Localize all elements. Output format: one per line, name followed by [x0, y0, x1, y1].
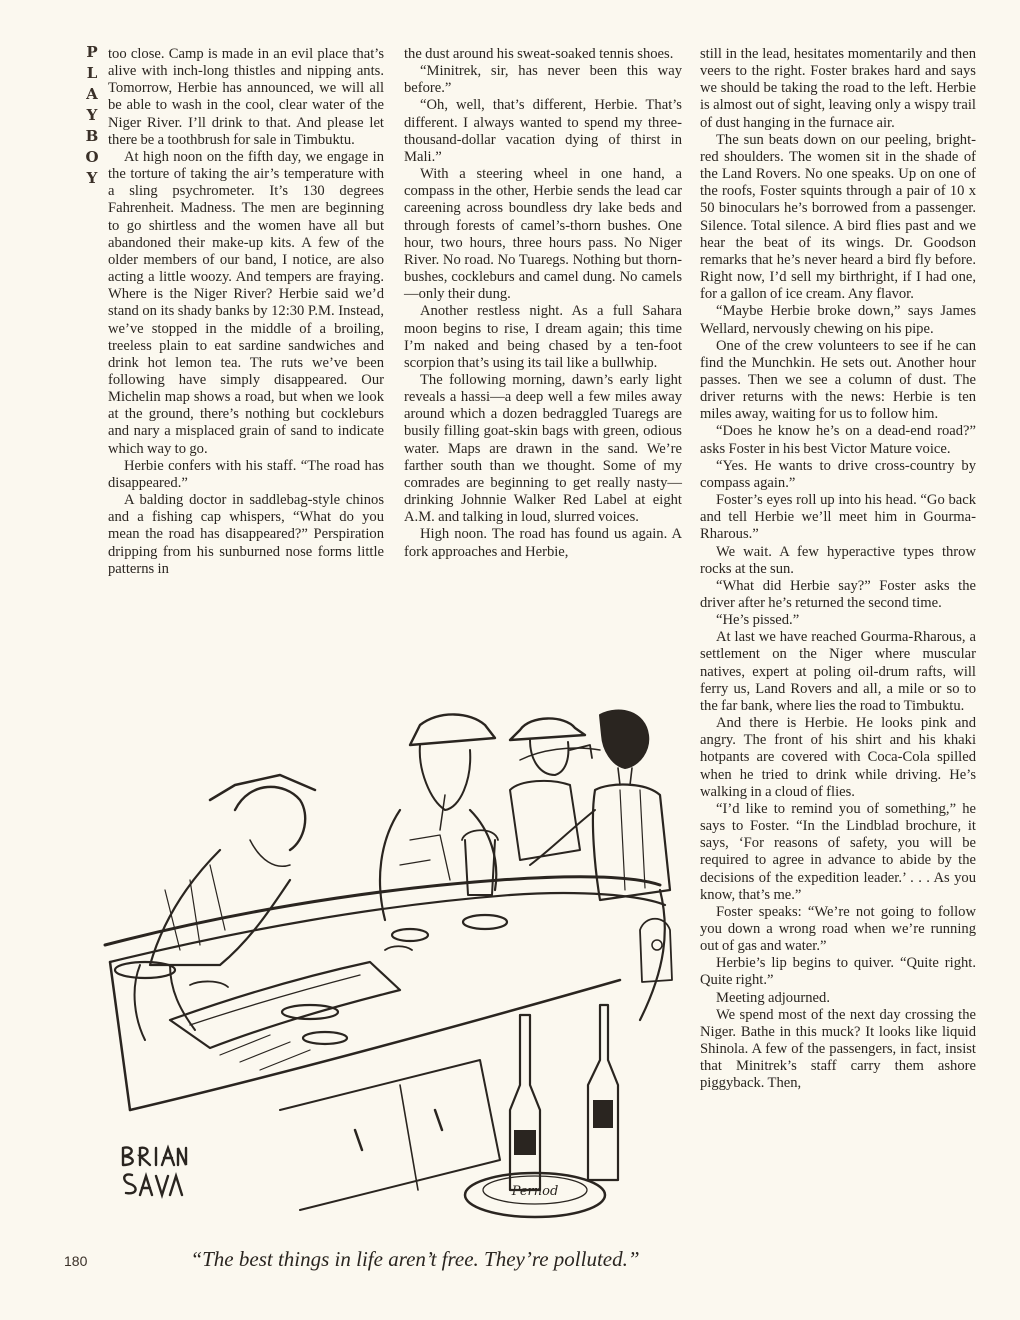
page-number: 180 — [64, 1253, 88, 1269]
paragraph: Foster speaks: “We’re not going to follow you down a wrong road when we’re running out of gas and water.” — [700, 903, 976, 955]
brand-letter: B — [85, 127, 99, 145]
paragraph: still in the lead, hesitates momentarily and then veers to the right. Foster brakes hard and says we should be taking the road to the left. Herbie is almost out of sight, leaving only a wispy trail of dust hanging in the furnace air. — [700, 46, 976, 131]
paragraph: We wait. A few hyperactive types throw rocks at the sun. — [700, 543, 976, 577]
paragraph: the dust around his sweat-soaked tennis shoes. — [404, 46, 674, 62]
paragraph: We spend most of the next day crossing the Niger. Bathe in this muck? It looks like liquid Shinola. A few of the passengers, in fact, insist that Minitrek’s staff carry them ashore piggyback. Then, — [700, 1006, 976, 1092]
paragraph: “Minitrek, sir, has never been this way before.” — [404, 63, 682, 97]
text-column-1 — [108, 46, 384, 578]
ashtray-label: Pernod — [511, 1184, 559, 1199]
text-column-3 — [700, 46, 976, 1093]
paragraph: Meeting adjourned. — [716, 989, 830, 1006]
text-column-2 — [404, 46, 682, 561]
cartoon-caption: “The best things in life aren’t free. They’re polluted.” — [190, 1247, 640, 1271]
brand-letter: Y — [86, 169, 98, 187]
paragraph: At high noon on the fifth day, we engage in the torture of taking the air’s temperature with a sling psychrometer. It’s 130 degrees Fahrenheit. Madness. The men are beginning to go shirtless and the women have all but abandoned their make-up kits. A few of the older members of our band, I notice, are also acting a little woozy. And tempers are fraying. Where is the Niger River? Herbie said we’d stand on its shady banks by 12:30 P.M. Instead, we’ve stopped in the middle of a broiling, treeless plain to eat sardine sandwiches and drink hot lemon tea. The ruts we’ve been following have simply disappeared. Our Michelin map shows a road, but when we look at the ground, there’s nothing but cockleburs and nary a misplaced grain of sand to indicate which way to go. — [108, 148, 384, 457]
brand-letter: A — [86, 85, 98, 103]
paragraph: “Maybe Herbie broke down,” says James Wellard, nervously chewing on his pipe. — [700, 303, 976, 337]
brand-letter: P — [86, 43, 98, 61]
paragraph: High noon. The road has found us again. A fork approaches and Herbie, — [404, 526, 682, 560]
artist-signature — [118, 1140, 188, 1200]
paragraph: Herbie confers with his staff. “The road has disappeared.” — [108, 457, 384, 491]
brand-letter: Y — [86, 106, 98, 124]
paragraph: Another restless night. As a full Sahara moon begins to rise, I dream again; this time I’m naked and being chased by a ten-foot scorpion that’s using its tail like a bullwhip. — [404, 303, 682, 371]
paragraph: With a steering wheel in one hand, a compass in the other, Herbie sends the lead car careening across boundless dry lake beds and through forests of camel’s-thorn bushes. One hour, two hours, three hours pass. No Niger River. No road. No Tuaregs. Nothing but thorn-bushes, cockleburs and camel dung. No camels—only their dung. — [404, 166, 682, 303]
paragraph: “He’s pissed.” — [716, 612, 800, 629]
paragraph: Foster’s eyes roll up into his head. “Go back and tell Herbie we’ll meet him in Gourma-Rharous.” — [700, 492, 976, 543]
paragraph: The sun beats down on our peeling, bright-red shoulders. The women sit in the shade of the Land Rovers. No one speaks. Up on one of the roofs, Foster squints through a pair of 10 x 50 binoculars he’s borrowed from a passenger. Silence. Total silence. A bird flies past and we hear the beat of its wings. Dr. Goodson remarks that he’s never heard a bird fly before. Right now, I’d sell my birthright, if I had one, for a gallon of ice cream. Any flavor. — [700, 131, 976, 303]
paragraph: And there is Herbie. He looks pink and angry. The front of his shirt and his khaki hotpants are covered with Coca-Cola spilled when he tried to drink while driving. He’s walking in a cloud of flies. — [700, 715, 976, 800]
paragraph: “I’d like to remind you of something,” he says to Foster. “In the Lindblad brochure, it says, ‘For reasons of safety, you will be required to agree in advance to abide by the decisions of the expedition leader.’ . . . As you know, that’s me.” — [700, 800, 976, 903]
paragraph: too close. Camp is made in an evil place that’s alive with inch-long thistles and nipping ants. Tomorrow, Herbie has announced, we will all be able to wash in the cool, clear water of the Niger River. I’ll drink to that. And please let there be a toothbrush for sale in Timbuktu. — [108, 46, 384, 148]
paragraph: “Oh, well, that’s different, Herbie. That’s different. I always wanted to spend my three-thousand-dollar vacation dying of thirst in Mali.” — [404, 97, 682, 165]
paragraph: “Yes. He wants to drive cross-country by compass again.” — [700, 457, 976, 491]
paragraph: Herbie’s lip begins to quiver. “Quite right. Quite right.” — [700, 955, 976, 989]
paragraph: A balding doctor in saddlebag-style chinos and a fishing cap whispers, “What do you mean the road has disappeared?” Perspiration dripping from his sunburned nose forms little patterns in — [108, 492, 384, 577]
magazine-brand-vertical — [82, 42, 102, 189]
brand-letter: O — [85, 148, 99, 166]
brand-letter: L — [86, 64, 98, 82]
paragraph: At last we have reached Gourma-Rharous, a settlement on the Niger where muscular natives, expert at poling oil-drum rafts, will ferry us, Land Rovers and all, a mile or so to the far bank, where lies the road to Timbuktu. — [700, 629, 976, 714]
paragraph: “What did Herbie say?” Foster asks the driver after he’s returned the second time. — [700, 577, 976, 611]
paragraph: “Does he know he’s on a dead-end road?” asks Foster in his best Victor Mature voice. — [700, 423, 976, 457]
paragraph: One of the crew volunteers to see if he can find the Munchkin. He sets out. Another hour passes. Then we see a column of dust. The driver returns with the news: Herbie is ten miles away, waiting for us to follow him. — [700, 337, 976, 423]
paragraph: The following morning, dawn’s early light reveals a hassi—a deep well a few miles away around which a dozen bedraggled Tuaregs are busily filling goat-skin bags with green, odious water. Maps are drawn in the sand. We’re farther south than we thought. Some of my comrades are beginning to get really nasty—drinking Johnnie Walker Red Label at eight A.M. and talking in loud, slurred voices. — [404, 371, 682, 526]
